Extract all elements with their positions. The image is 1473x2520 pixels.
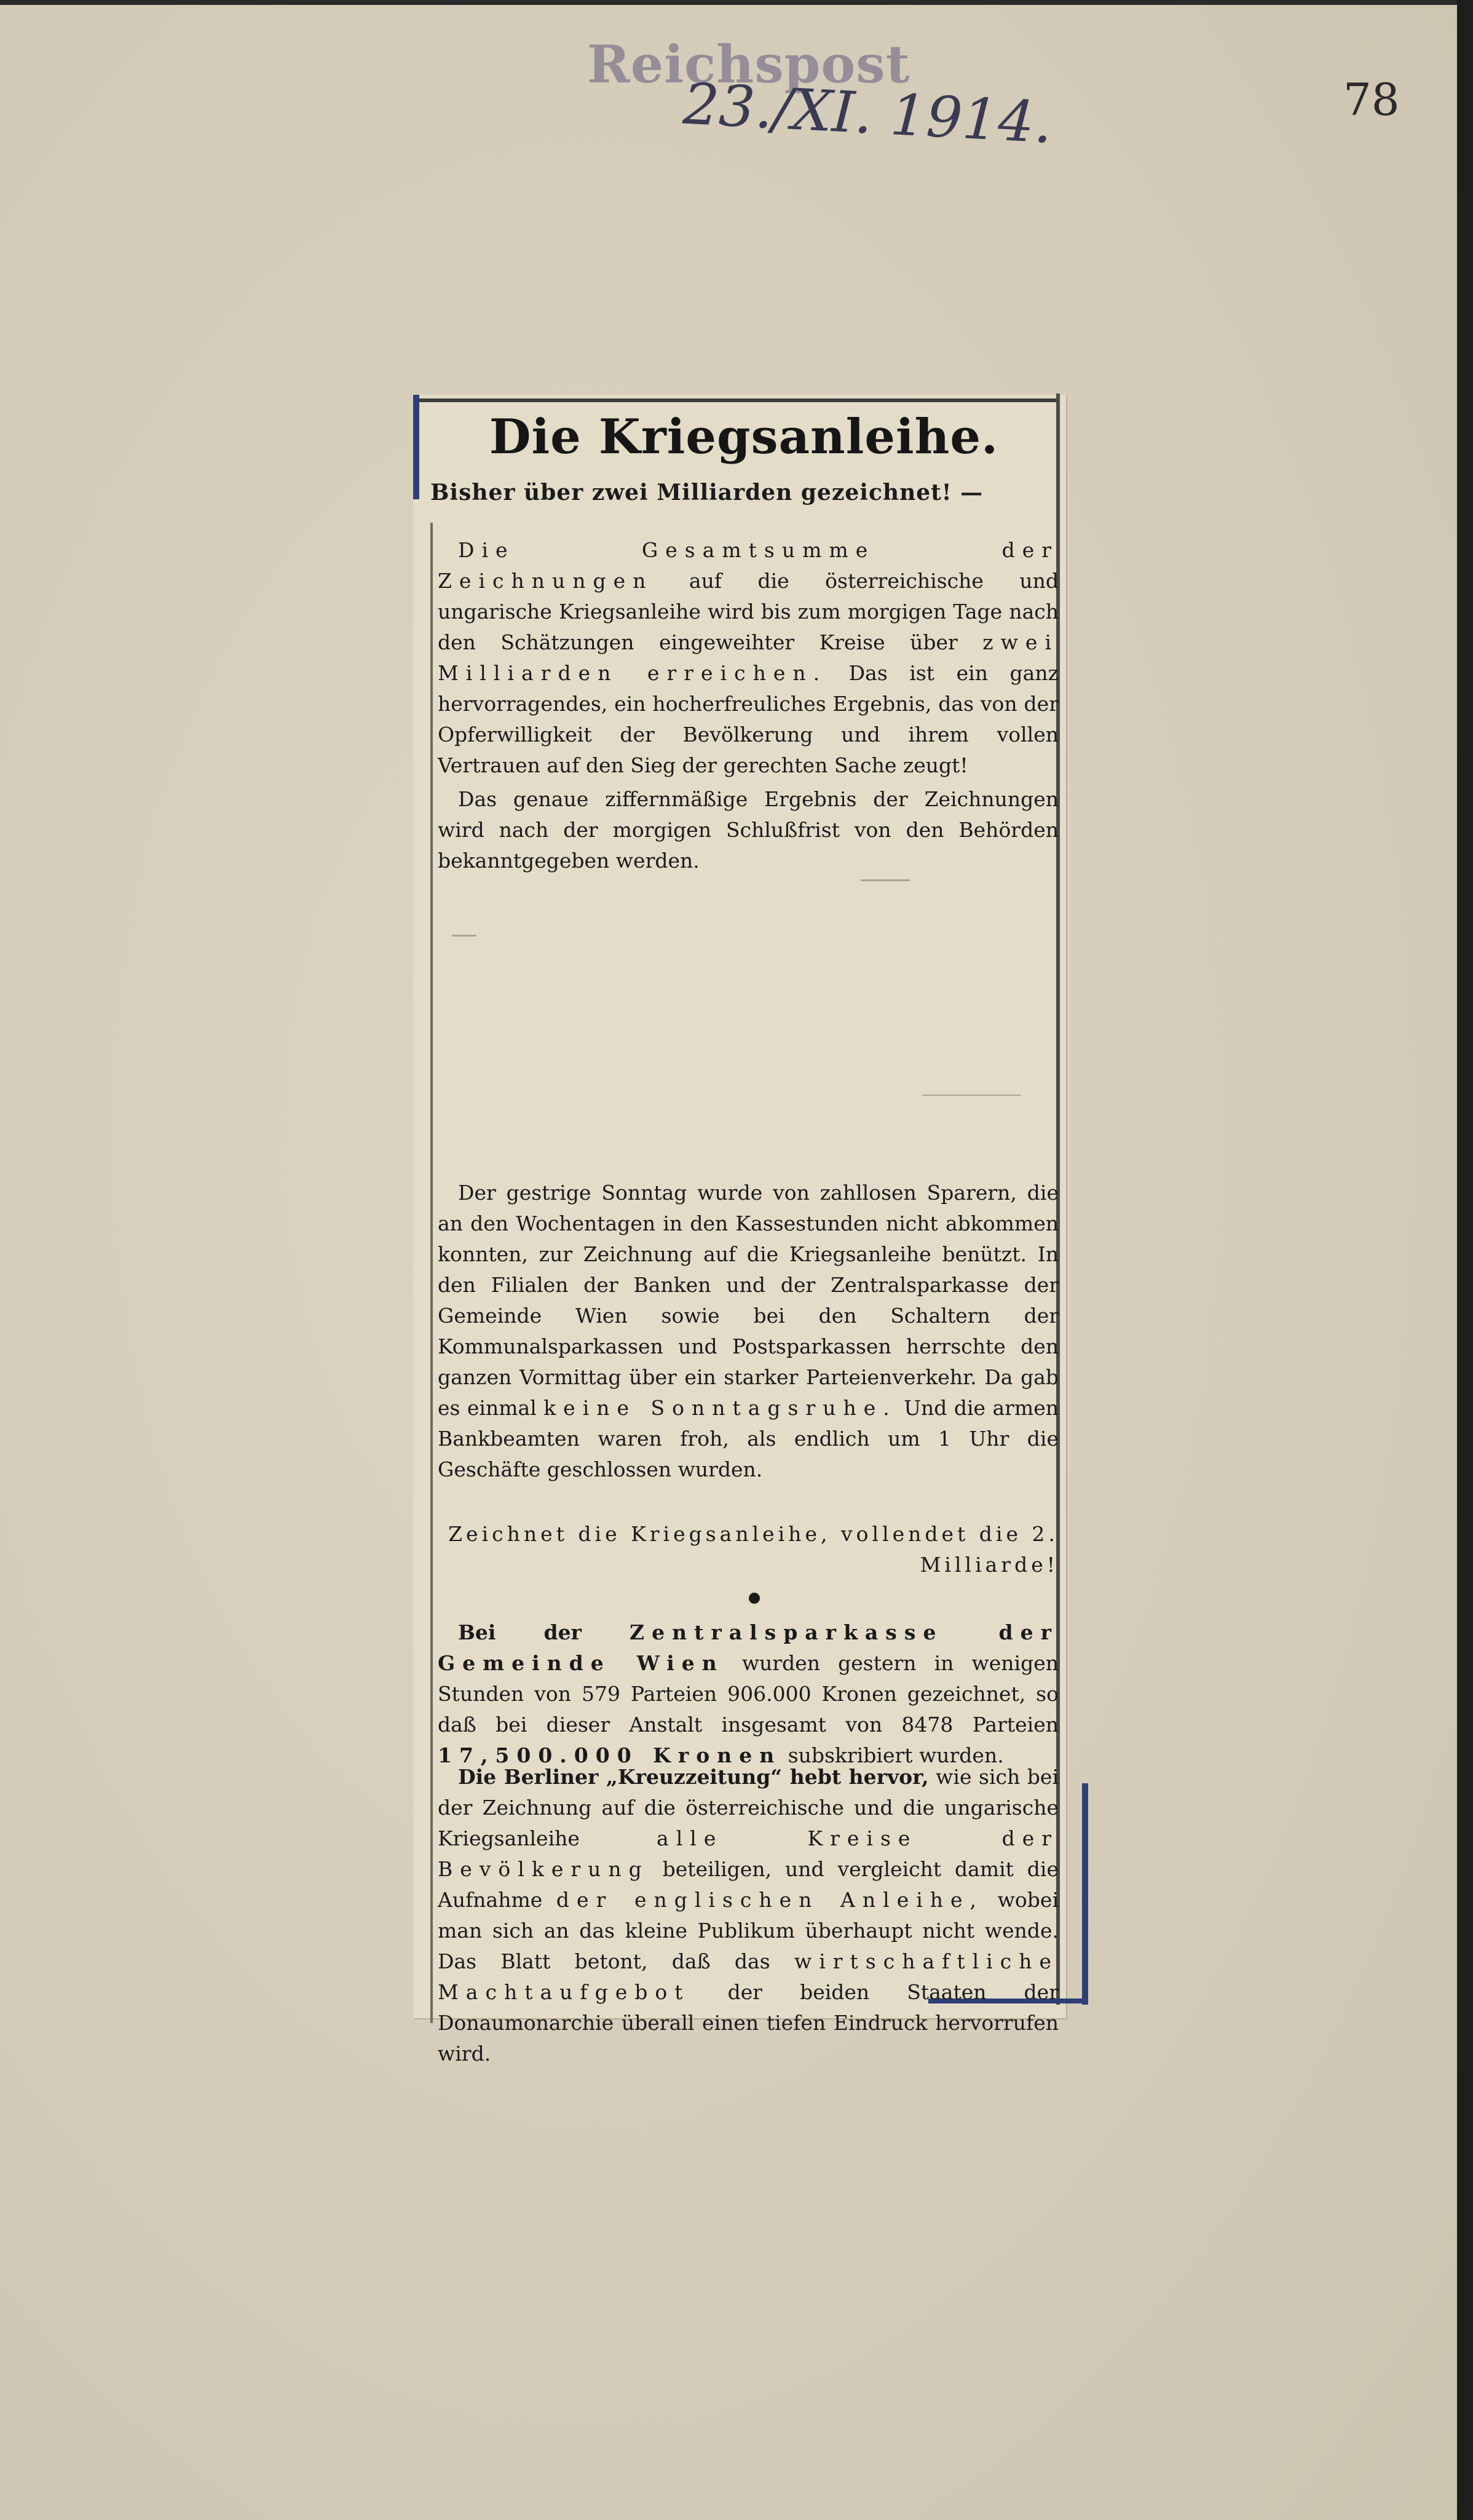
paragraph-text: wie sich bei der Zeichnung auf die österreichische und die ungarische Kriegsanleihe [438,1765,1059,1850]
bold-lead: Bei der [458,1620,630,1644]
sheet-right-edge [1457,0,1473,2520]
article-paragraph-2 [438,784,1059,882]
article-subheadline: Bisher über zwei Milliarden gezeichnet! — [430,480,984,505]
paragraph-text: subskribiert wurden. [781,1743,1004,1767]
article-paragraph-1 [438,535,1059,781]
paragraph-text: Der gestrige Sonntag wurde von zahllosen Sparern, die an den Wochentagen in den Kassestunden nicht abkommen konnten, zur Zeichnung auf die Kriegsanleihe benützt. In den Filialen der Banken und der Zentralsparkasse der Gemeinde Wien sowie bei den Schaltern der Kommunalsparkassen und Postsparkassen herrschte den ganzen Vormittag über ein starker Parteienverkehr. Da gab es einmal [438,1181,1059,1420]
clipping-top-rule [413,398,1059,402]
print-smudge [922,1095,1021,1096]
paragraph-text: auf die österreichische und ungarische Kriegsanleihe wird bis zum morgigen Tage nach den Schätzungen eingeweihter Kreise über [438,569,1059,654]
spaced-phrase: zwei Milliarden erreichen. [438,630,1059,685]
article-paragraph-6 [438,1762,1059,2066]
spaced-phrase: Zentralsparkasse der Gemeinde Wien [438,1620,1059,1675]
column-rule [430,523,433,2023]
spaced-phrase: wirtschaftliche Machtaufgebot [438,1949,1059,2004]
paragraph-text: Das ist ein ganz hervorragendes, ein hocherfreuliches Ergebnis, das von der Opferwilligkeit der Bevölkerung und ihrem vollen Vertrauen auf den Sieg der gerechten Sache zeugt! [438,661,1059,777]
spaced-phrase: Die Gesamtsumme der Zeichnungen [438,538,1059,593]
paragraph-text: Und die armen Bankbeamten waren froh, als endlich um 1 Uhr die Geschäfte geschlossen wurden. [438,1396,1059,1481]
paragraph-text: der beiden Staaten der Donaumonarchie überall einen tiefen Eindruck hervorrufen wird. [438,1980,1059,2066]
print-smudge [452,935,476,937]
article-headline: Die Kriegsanleihe. [489,409,999,465]
paragraph-text: Das genaue ziffernmäßige Ergebnis der Zeichnungen wird nach der morgigen Schlußfrist von den Behörden bekanntgegeben werden. [438,787,1059,873]
page-number: 78 [1343,74,1400,125]
paragraph-text: beteiligen, und vergleicht damit die Aufnahme [438,1857,1059,1912]
handwritten-date: 23./XI. 1914. [681,71,1054,156]
appeal-line: Zeichnet die Kriegsanleihe, vollendet die 2. Milliarde! [448,1522,1059,1577]
paragraph-text: wobei man sich an das kleine Publikum überhaupt nicht wende. Das Blatt betont, daß das [438,1888,1059,1973]
spaced-phrase: der englischen Anleihe, [556,1888,984,1912]
bullet-separator [749,1593,760,1604]
article-paragraph-5 [438,1617,1059,1765]
spaced-phrase: 17,500.000 Kronen [438,1743,782,1767]
spaced-phrase: keine Sonntagsruhe. [543,1396,897,1420]
bold-lead: Die Berliner „Kreuzzeitung“ hebt hervor, [458,1765,929,1789]
newspaper-stamp: Reichspost [587,34,910,95]
clipping-left-mark [413,395,419,499]
paragraph-text: wurden gestern in wenigen Stunden von 579 Parteien 906.000 Kronen gezeichnet, so daß bei dieser Anstalt insgesamt von 8478 Parteien [438,1651,1059,1737]
article-paragraph-3 [438,1178,1059,1481]
spaced-phrase: alle Kreise der Bevölkerung [438,1826,1059,1881]
sheet-top-edge [0,0,1473,5]
print-smudge [861,879,910,881]
clipping-right-mark [1082,1783,1088,2005]
